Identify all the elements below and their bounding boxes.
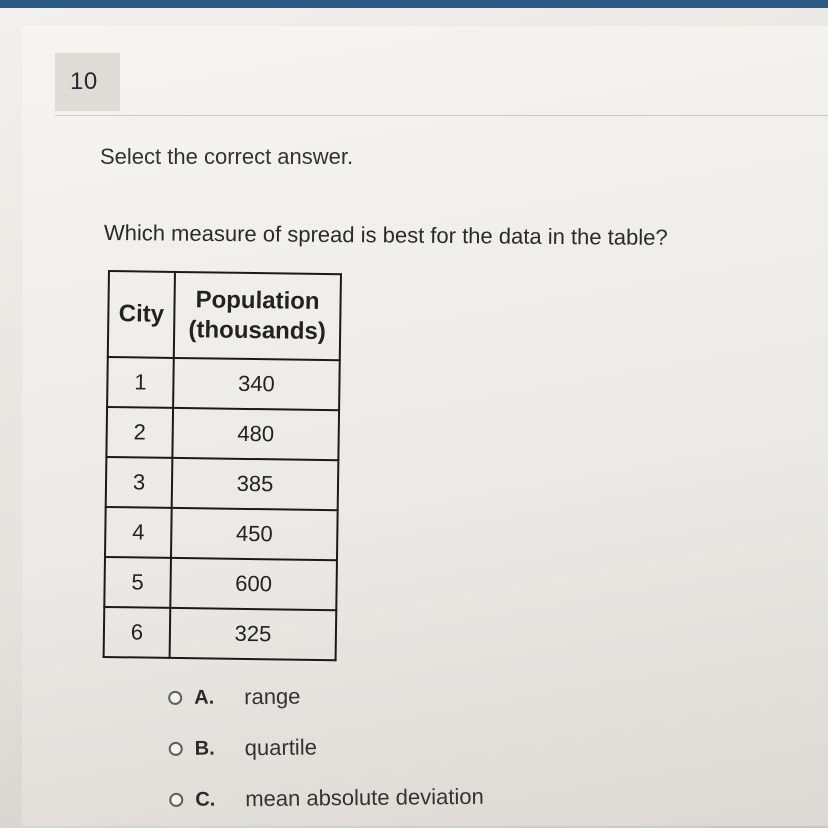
table-row — [104, 607, 337, 660]
table-row — [106, 407, 339, 460]
table-row — [107, 357, 340, 410]
choice-text[interactable]: quartile — [244, 734, 317, 761]
header-divider — [55, 115, 828, 116]
cell-population: 325 — [170, 608, 337, 660]
top-bar — [0, 0, 828, 8]
cell-population: 480 — [172, 408, 339, 460]
radio-circle-icon[interactable] — [169, 742, 183, 756]
header-population-line1: Population — [195, 286, 320, 315]
header-population-line2: (thousands) — [188, 316, 327, 346]
question-text: Which measure of spread is best for the data in the table? — [103, 220, 668, 250]
header-population — [174, 272, 341, 360]
radio-circle-icon[interactable] — [168, 691, 182, 705]
cell-city: 5 — [104, 557, 171, 608]
cell-population: 385 — [172, 458, 339, 510]
table-row — [104, 557, 337, 610]
choice-letter: B. — [194, 737, 215, 760]
cell-city: 4 — [105, 507, 172, 558]
choice-letter: A. — [194, 686, 215, 709]
cell-population: 340 — [173, 358, 340, 410]
choice-a[interactable] — [168, 676, 588, 716]
cell-city: 6 — [104, 607, 171, 658]
table-row — [105, 507, 338, 560]
choice-letter: C. — [195, 788, 216, 811]
cell-population: 600 — [170, 558, 337, 610]
table-row — [106, 457, 339, 510]
radio-circle-icon[interactable] — [169, 793, 183, 807]
choice-c[interactable] — [169, 778, 589, 818]
cell-city: 1 — [107, 357, 174, 408]
data-table-wrapper — [103, 270, 342, 661]
question-number: 10 — [70, 68, 98, 95]
choice-text[interactable]: range — [244, 683, 301, 710]
cell-city: 2 — [106, 407, 173, 458]
choice-b[interactable] — [169, 727, 589, 767]
header-city: City — [108, 271, 175, 358]
cell-population: 450 — [171, 508, 338, 560]
cell-city: 3 — [106, 457, 173, 508]
data-table — [103, 270, 342, 661]
instruction-text: Select the correct answer. — [100, 144, 354, 169]
choice-text[interactable]: mean absolute deviation — [245, 783, 484, 812]
